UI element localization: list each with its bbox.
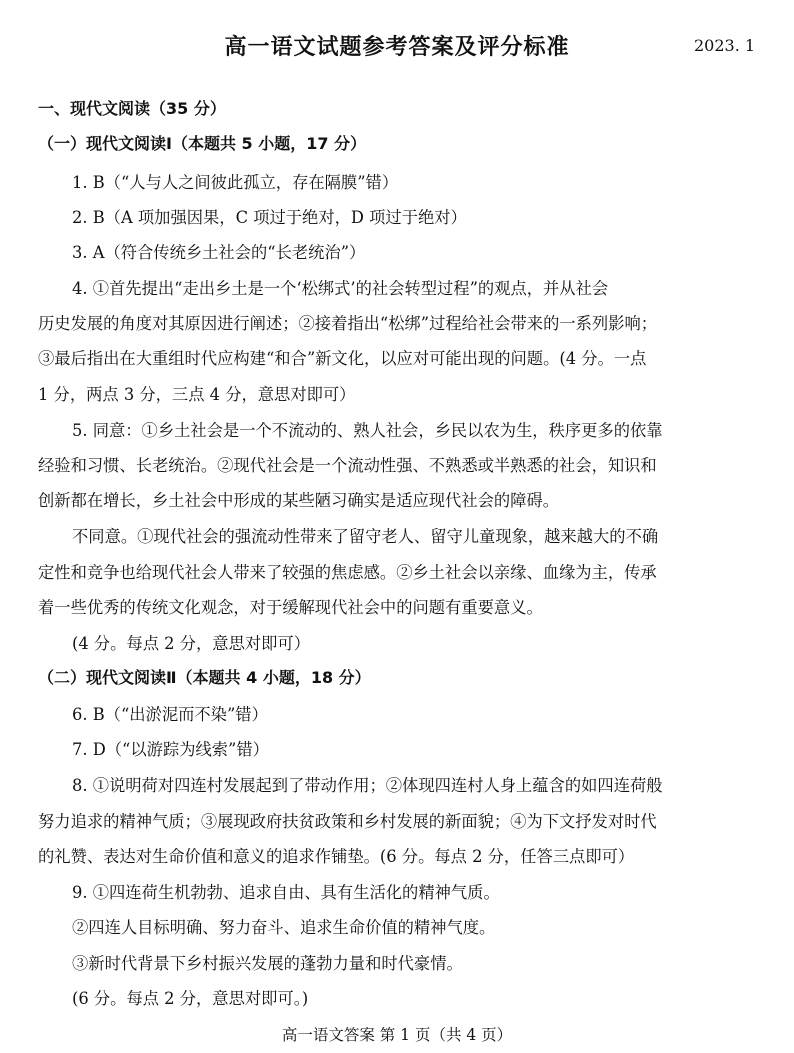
- page-title: 高一语文试题参考答案及评分标准: [224, 35, 570, 60]
- answer-5-line: 经验和习惯、长老统治。②现代社会是一个流动性强、不熟悉或半熟悉的社会，知识和: [38, 456, 657, 475]
- answer-5-score: (4 分。每点 2 分，意思对即可）: [72, 634, 310, 653]
- answer-9-score: (6 分。每点 2 分，意思对即可。): [72, 989, 309, 1008]
- answer-9-line: 9. ①四连荷生机勃勃、追求自由、具有生活化的精神气质。: [72, 883, 500, 902]
- exam-date: 2023. 1: [694, 36, 756, 55]
- answer-3: 3. A（符合传统乡土社会的“长老统治”）: [72, 243, 366, 262]
- section-heading: 一、现代文阅读（35 分）: [38, 99, 226, 118]
- answer-9-line: ③新时代背景下乡村振兴发展的蓬勃力量和时代豪情。: [72, 954, 463, 973]
- answer-5-line: 创新都在增长，乡土社会中形成的某些陋习确实是适应现代社会的障碍。: [38, 491, 560, 510]
- answer-4-line: 4. ①首先提出“走出乡土是一个‘松绑式’的社会转型过程”的观点，并从社会: [72, 279, 609, 298]
- answer-5-line: 定性和竞争也给现代社会人带来了较强的焦虑感。②乡土社会以亲缘、血缘为主，传承: [38, 563, 657, 582]
- answer-8-line: 8. ①说明荷对四连村发展起到了带动作用；②体现四连村人身上蕴含的如四连荷般: [72, 776, 663, 795]
- subsection-heading: （一）现代文阅读Ⅰ（本题共 5 小题，17 分）: [38, 134, 367, 153]
- answer-5-line: 5. 同意：①乡土社会是一个不流动的、熟人社会，乡民以农为生，秩序更多的依靠: [72, 421, 663, 440]
- answer-8-line: 努力追求的精神气质；③展现政府扶贫政策和乡村发展的新面貌；④为下文抒发对时代: [38, 812, 657, 831]
- answer-9-line: ②四连人目标明确、努力奋斗、追求生命价值的精神气度。: [72, 918, 496, 937]
- answer-5-line: 不同意。①现代社会的强流动性带来了留守老人、留守儿童现象，越来越大的不确: [72, 527, 659, 546]
- answer-7: 7. D（“以游踪为线索”错）: [72, 740, 269, 759]
- answer-2: 2. B（A 项加强因果，C 项过于绝对，D 项过于绝对）: [72, 208, 467, 227]
- answer-6: 6. B（“出淤泥而不染”错）: [72, 705, 268, 724]
- page-footer: 高一语文答案 第 1 页（共 4 页）: [281, 1026, 513, 1044]
- answer-8-line: 的礼赞、表达对生命价值和意义的追求作铺垫。(6 分。每点 2 分，任答三点即可）: [38, 847, 635, 866]
- subsection-heading: （二）现代文阅读Ⅱ（本题共 4 小题，18 分）: [38, 668, 371, 687]
- answer-5-line: 着一些优秀的传统文化观念，对于缓解现代社会中的问题有重要意义。: [38, 598, 543, 617]
- answer-4-line: 1 分，两点 3 分，三点 4 分，意思对即可）: [38, 385, 356, 404]
- answer-1: 1. B（“人与人之间彼此孤立，存在隔膜”错）: [72, 173, 399, 192]
- answer-4-line: 历史发展的角度对其原因进行阐述；②接着指出“松绑”过程给社会带来的一系列影响；: [38, 314, 658, 333]
- answer-4-line: ③最后指出在大重组时代应构建“和合”新文化，以应对可能出现的问题。(4 分。一点: [38, 349, 647, 368]
